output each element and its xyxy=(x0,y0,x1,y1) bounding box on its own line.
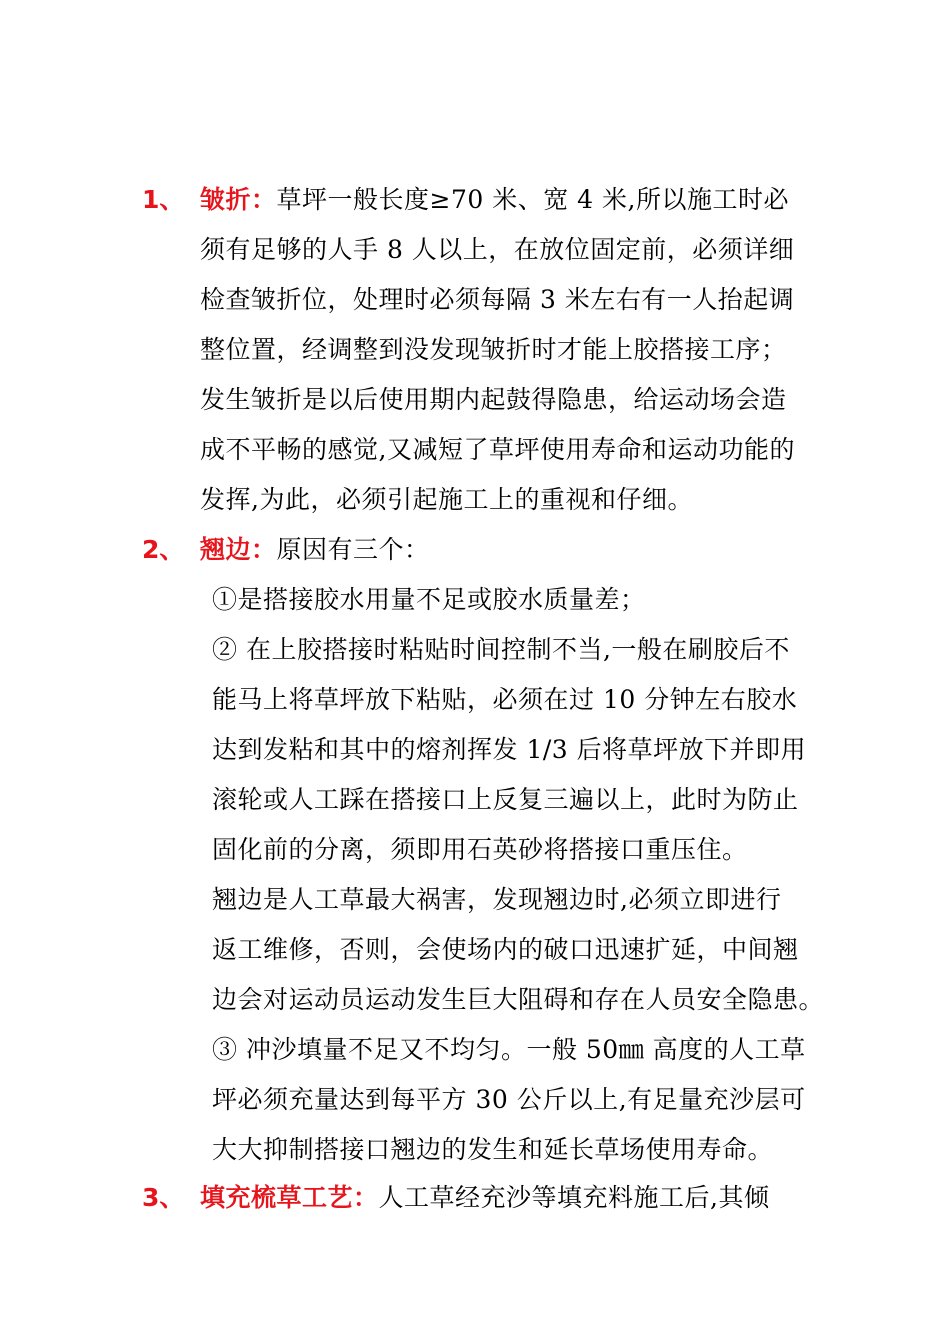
section-1-line-5: 成不平畅的感觉,又减短了草坪使用寿命和运动功能的 xyxy=(200,435,795,464)
section-2-line-4: 达到发粘和其中的熔剂挥发 1/3 后将草坪放下并即用 xyxy=(212,735,807,764)
section-2-line-0: 原因有三个： xyxy=(276,535,430,564)
section-1-line-1: 须有足够的人手 8 人以上，在放位固定前，必须详细 xyxy=(200,235,795,264)
section-2-first-line xyxy=(200,535,430,565)
section-1-line-0: 草坪一般长度≥70 米、宽 4 米,所以施工时必 xyxy=(276,185,789,214)
section-1-line-2: 检查皱折位，处理时必须每隔 3 米左右有一人抬起调 xyxy=(200,285,795,314)
section-2-line-2: ② 在上胶搭接时粘贴时间控制不当,一般在刷胶后不 xyxy=(212,635,790,664)
section-2-line-12: 大大抑制搭接口翘边的发生和延长草场使用寿命。 xyxy=(212,1135,774,1164)
section-2-number: 2、 xyxy=(142,535,185,564)
section-1-first-line xyxy=(200,185,789,215)
section-1-heading: 皱折： xyxy=(200,185,277,214)
section-3-heading: 填充梳草工艺： xyxy=(200,1183,379,1212)
section-3-first-line xyxy=(200,1183,769,1213)
section-2-line-7: 翘边是人工草最大祸害，发现翘边时,必须立即进行 xyxy=(212,885,782,914)
section-2-line-9: 边会对运动员运动发生巨大阻碍和存在人员安全隐患。 xyxy=(212,985,825,1014)
section-2-line-8: 返工维修，否则，会使场内的破口迅速扩延，中间翘 xyxy=(212,935,799,964)
section-2-line-5: 滚轮或人工踩在搭接口上反复三遍以上，此时为防止 xyxy=(212,785,799,814)
section-2-line-11: 坪必须充量达到每平方 30 公斤以上,有足量充沙层可 xyxy=(212,1085,806,1114)
section-1-line-3: 整位置，经调整到没发现皱折时才能上胶搭接工序； xyxy=(200,335,787,364)
section-2-line-1: ①是搭接胶水用量不足或胶水质量差； xyxy=(212,585,646,614)
section-2-line-3: 能马上将草坪放下粘贴，必须在过 10 分钟左右胶水 xyxy=(212,685,798,714)
section-1-line-6: 发挥,为此，必须引起施工上的重视和仔细。 xyxy=(200,485,693,514)
section-2-line-6: 固化前的分离，须即用石英砂将搭接口重压住。 xyxy=(212,835,748,864)
section-1-line-4: 发生皱折是以后使用期内起鼓得隐患，给运动场会造 xyxy=(200,385,787,414)
section-3-line-0: 人工草经充沙等填充料施工后,其倾 xyxy=(378,1183,770,1212)
section-1-number: 1、 xyxy=(142,185,185,214)
section-2-line-10: ③ 冲沙填量不足又不均匀。一般 50㎜ 高度的人工草 xyxy=(212,1035,806,1064)
section-3-number: 3、 xyxy=(142,1183,185,1212)
section-2-heading: 翘边： xyxy=(200,535,277,564)
